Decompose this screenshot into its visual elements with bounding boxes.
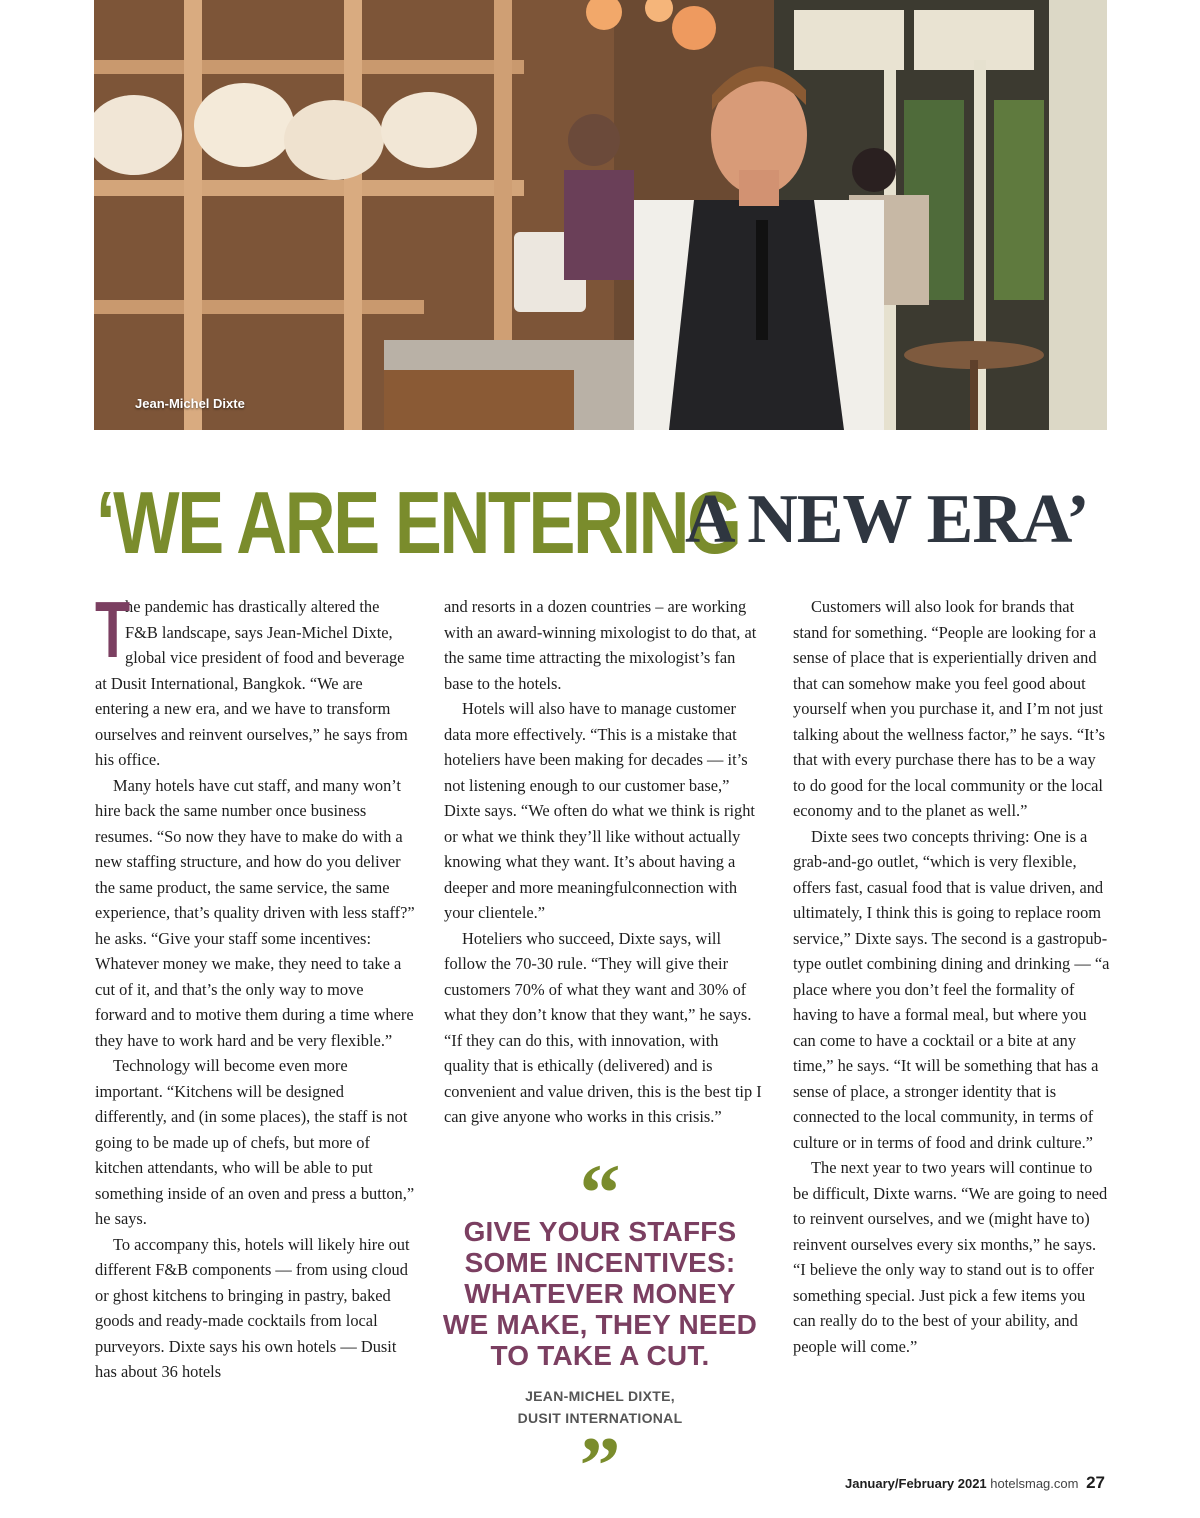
paragraph: Customers will also look for brands that stand for something. “People are looking for a sense of place that is experientially driven and that can somehow make you feel good about yourself when you purchase it, and I’m not just talking about the wellness factor,” he says. “It’s that with every purchase there has to be a way to do good for the local community or the local economy and to the planet as well.” — [793, 597, 1106, 820]
article-column-1 — [95, 585, 415, 1385]
paragraph: To accompany this, hotels will likely hire out different F&B components — from using cloud or ghost kitchens to bringing in pastry, baked goods and ready-made cocktails from local purveyors. Dixte says his own hotels — Dusit has about 36 hotels — [95, 1234, 410, 1381]
pull-quote-text: GIVE YOUR STAFFS SOME INCENTIVES: WHATEVER MONEY WE MAKE, THEY NEED TO TAKE A CUT. — [442, 1216, 758, 1371]
paragraph: Technology will become even more important. “Kitchens will be designed differently, and (in some places), the staff is not going to be made up of chefs, but more of kitchen attendants, who will be able to put something inside of an oven and press a button,” he says. — [95, 1056, 415, 1228]
website-link[interactable]: hotelsmag.com — [990, 1476, 1079, 1491]
paragraph: Hotels will also have to manage customer data more effectively. “This is a mistake that hoteliers have been making for decades — it’s not listening enough to our customer base,” Dixte says. “We often do what we think is right or what we think they’ll like without actually knowing what they want. It’s about having a deeper and more meaningfulconnection with your clientele.” — [444, 699, 755, 922]
paragraph: The next year to two years will continue to be difficult, Dixte warns. “We are going to need to reinvent ourselves, and we (might have to) reinvent ourselves every six months,” he says. “I believe the only way to stand out is to offer something special. Just pick a few items you can really do to the best of your ability, and people will come.” — [793, 1158, 1108, 1356]
pull-quote — [440, 1147, 760, 1511]
close-quote-mark: ” — [579, 1420, 621, 1511]
paragraph: and resorts in a dozen countries – are working with an award-winning mixologist to do that, at the same time attracting the mixologist’s fan base to the hotels. — [444, 597, 757, 693]
hero-photo — [94, 0, 1107, 430]
paragraph: Hoteliers who succeed, Dixte says, will follow the 70-30 rule. “They will give their customers 70% of what they want and 30% of what they don’t know that they want,” he says. “If they can do this, with innovation, with quality that is ethically (delivered) and is convenient and value driven, this is the best tip I can give anyone who works in this crisis.” — [444, 928, 762, 1126]
open-quote-mark: “ — [579, 1147, 621, 1238]
article-column-3 — [793, 594, 1111, 1359]
page-number: 27 — [1086, 1473, 1105, 1492]
paragraph: Many hotels have cut staff, and many won’t hire back the same number once business resumes. “So now they have to make do with a new staffing structure, and how do you deliver the same product, the same service, the same experience, that’s quality driven with less staff?” he asks. “Give your staff some incentives: Whatever money we make, they need to take a cut of it, and that’s the only way to move forward and to motive them during a time where they have to work hard and be very flexible.” — [95, 775, 415, 1050]
hero-photo-illustration — [94, 0, 1107, 430]
paragraph — [95, 585, 415, 773]
paragraph-text: he pandemic has drastically altered the F&B landscape, says Jean-Michel Dixte, global vice president of food and beverage at Dusit International, Bangkok. “We are entering a new era, and we have to transform ourselves and reinvent ourselves,” he says from his office. — [95, 597, 408, 769]
page-footer — [845, 1473, 1105, 1493]
paragraph: Dixte sees two concepts thriving: One is a grab-and-go outlet, “which is very flexible, offers fast, casual food that is value driven, and ultimately, I think this is going to replace room service,” Dixte says. The second is a gastropub-type outlet combining dining and drinking — “a place where you don’t feel the formality of having to have a formal meal, but where you can come to have a cocktail or a bite at any time,” he says. “It will be something that has a sense of place, a stronger identity that is connected to the local community, in terms of culture or in terms of food and drink culture.” — [793, 826, 1110, 1152]
headline-part-2: A NEW ERA’ — [685, 481, 1089, 558]
headline-part-1: ‘WE ARE ENTERING — [96, 473, 740, 572]
article-column-2 — [444, 594, 762, 1130]
drop-cap: T — [95, 585, 131, 674]
attribution-name: JEAN-MICHEL DIXTE, — [525, 1388, 675, 1404]
headline — [96, 472, 1116, 572]
attribution-org: DUSIT INTERNATIONAL — [517, 1410, 683, 1426]
photo-caption: Jean-Michel Dixte — [135, 396, 245, 411]
issue-date: January/February 2021 — [845, 1476, 987, 1491]
